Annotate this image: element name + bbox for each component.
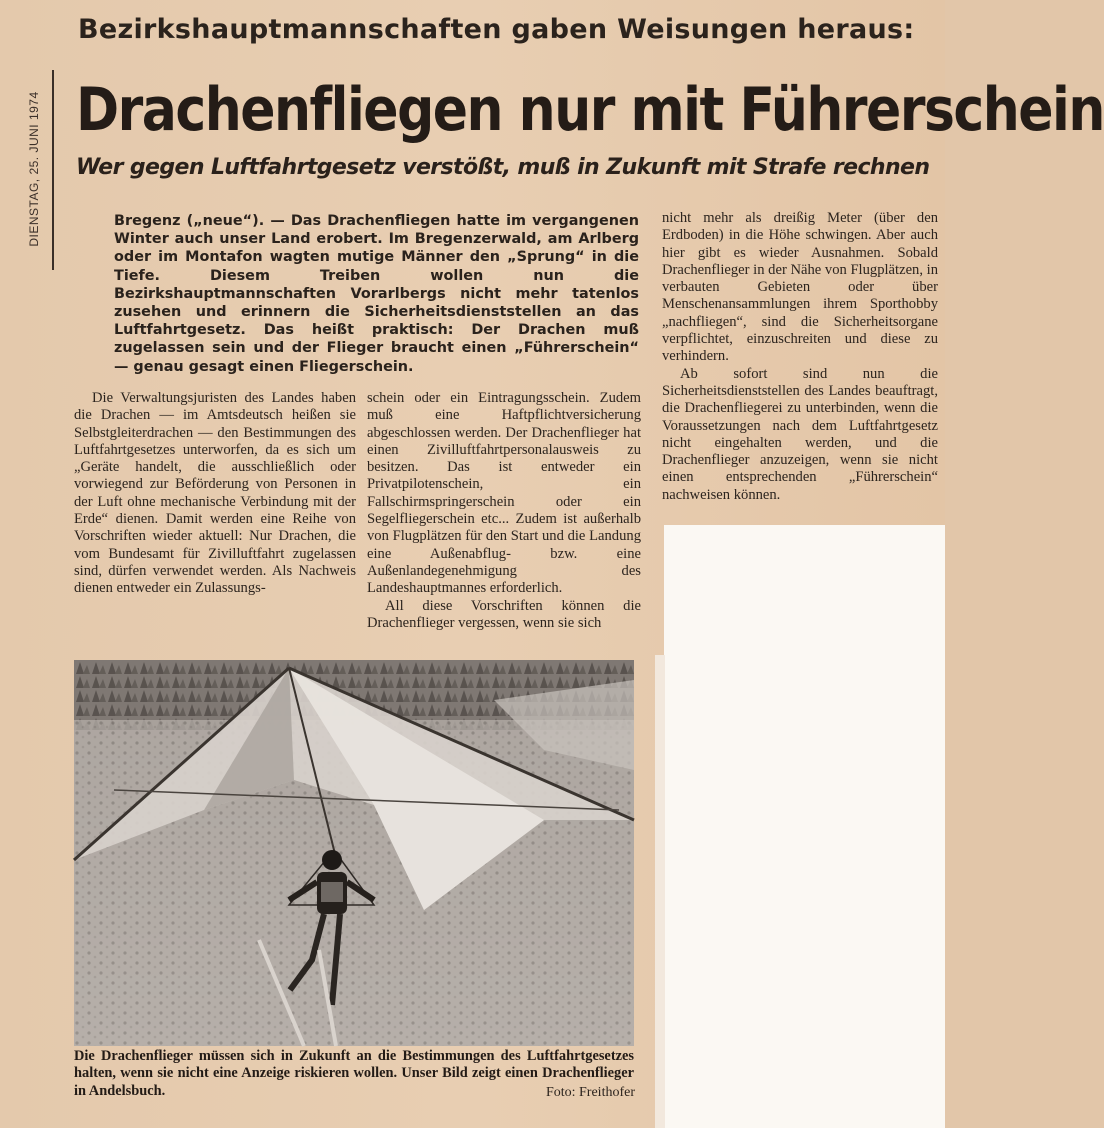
dateline <box>24 70 44 270</box>
headline: Drachenfliegen nur mit Führerschein <box>76 76 1104 145</box>
article-column-2 <box>367 390 641 632</box>
blank-paper-strip <box>655 655 665 1128</box>
dateline-text: DIENSTAG, 25. JUNI 1974 <box>27 91 41 247</box>
article-column-3 <box>662 210 938 504</box>
column-1-text: Die Verwaltungsjuristen des Landes haben die Drachen — im Amtsdeutsch heißen sie Selbstgleiterdrachen — den Bestimmungen des Luftfahrtgesetzes unterworfen, da es sich um „Geräte handelt, die ausschließlich oder vorwiegend zur Beförderung von Personen in der Luft ohne mechanische Verbindung mit der Erde“ dienen. Damit werden eine Reihe von Vorschriften wieder aktuell: Nur Drachen, die vom Bundesamt für Zivilluftfahrt zugelassen sind, dürfen verwendet werden. Als Nachweis dienen entweder ein Zulassungs- <box>74 390 356 597</box>
column-2-text-b: All diese Vorschriften können die Drachenflieger vergessen, wenn sie sich <box>367 597 641 631</box>
hang-glider-photo <box>74 660 634 1046</box>
photo-caption: Die Drachenflieger müssen sich in Zukunft an die Bestimmungen des Luftfahrtgesetzes halten, wenn sie nicht eine Anzeige riskieren wollen. Unser Bild zeigt einen Drachenflieger in Andelsbuch. <box>74 1048 634 1099</box>
blank-paper-area <box>664 525 945 1128</box>
lead-text: Bregenz („neue“). — Das Drachenfliegen hatte im vergangenen Winter auch unser Land erobert. Im Bregenzerwald, am Arlberg oder im Montafon wagten mutige Männer den „Sprung“ in die Tiefe. Diesem Treiben wollen nun die Bezirkshauptmannschaften Vorarlbergs nicht mehr tatenlos zusehen und erinnern die Sicherheitsdienststellen an das Luftfahrtgesetz. Das heißt praktisch: Der Drachen muß zugelassen sein und der Flieger braucht einen „Führerschein“ — genau gesagt einen Fliegerschein. <box>114 213 639 375</box>
column-2-text-a: schein oder ein Eintragungsschein. Zudem muß eine Haftpflichtversicherung abgeschlossen werden. Der Drachenflieger hat einen Zivilluftfahrtpersonalausweis zu besitzen. Das ist entweder ein Privatpilotenschein, ein Fallschirmspringerschein oder ein Segelfliegerschein etc... Zudem ist außerhalb von Flugplätzen für den Start und die Landung eine Außenabflug- bzw. eine Außenlandegenehmigung des Landeshauptmannes erforderlich. <box>367 390 641 597</box>
column-3-text-a: nicht mehr als dreißig Meter (über den Erdboden) in die Höhe schwingen. Aber auch hier gibt es wieder Ausnahmen. Sobald Drachenflieger in der Nähe von Flugplätzen, in verbauten Gebieten oder über Menschenansammlungen ihrem Sporthobby „nachfliegen“, sind die Sicherheitsorgane verpflichtet, einzuschreiten und diese zu verhindern. <box>662 210 938 365</box>
article-column-1 <box>74 390 356 598</box>
subheadline: Wer gegen Luftfahrtgesetz verstößt, muß in Zukunft mit Strafe rechnen <box>76 155 930 180</box>
lead-paragraph <box>74 212 639 376</box>
photo-credit: Foto: Freithofer <box>545 1085 635 1100</box>
vertical-rule <box>52 70 54 270</box>
kicker: Bezirkshauptmannschaften gaben Weisungen heraus: <box>78 14 915 45</box>
column-3-text-b: Ab sofort sind nun die Sicherheitsdienststellen des Landes beauftragt, die Drachenfliegerei zu unterbinden, wenn die Voraussetzungen nach dem Luftfahrtgesetz nicht eingehalten werden, und die Drachenflieger anzuzeigen, wenn sie nicht einen entsprechenden „Führerschein“ nachweisen können. <box>662 365 938 503</box>
